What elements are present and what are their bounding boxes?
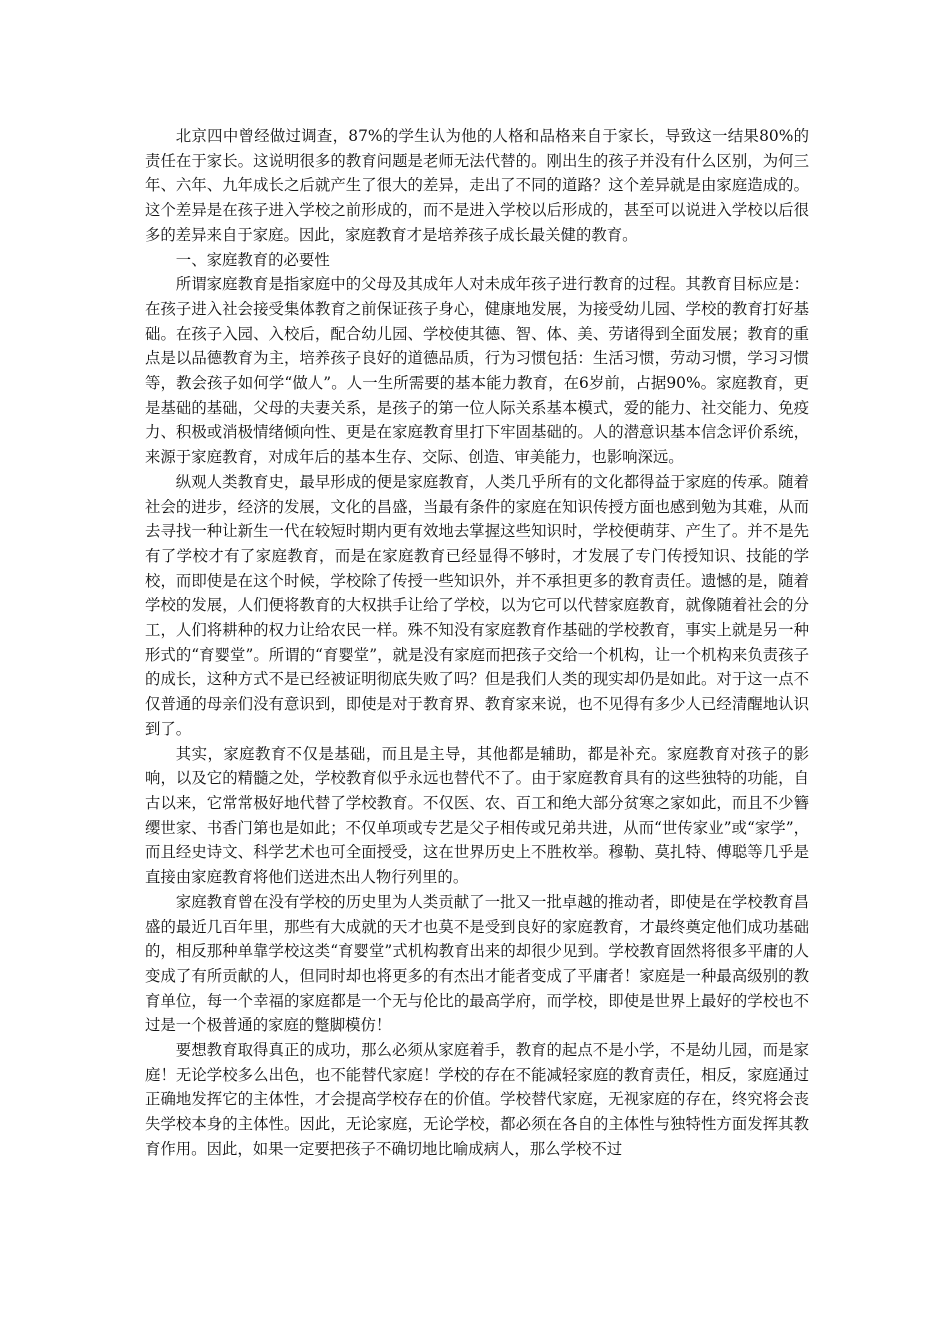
paragraph-foundation: 其实，家庭教育不仅是基础，而且是主导，其他都是辅助，都是补充。家庭教育对孩子的影响，以及它的精髓之处，学校教育似乎永远也替代不了。由于家庭教育具有的这些独特的功能，自古以来，它常常极好地代替了学校教育。不仅医、农、百工和绝大部分贫寒之家如此，而且不少簪缨世家、书香门第也是如此；不仅单项或专艺是父子相传或兄弟共进，从而“世传家业”或“家学”，而且经史诗文、科学艺术也可全面授受，这在世界历史上不胜枚举。穆勒、莫扎特、傅聪等几乎是直接由家庭教育将他们送进杰出人物行列里的。	[145, 744, 809, 887]
paragraph-contribution: 家庭教育曾在没有学校的历史里为人类贡献了一批又一批卓越的推动者，即使是在学校教育昌盛的最近几百年里，那些有大成就的天才也莫不是受到良好的家庭教育，才最终奠定他们成功基础的，相反那种单靠学校这类“育婴堂”式机构教育出来的却很少见到。学校教育固然将很多平庸的人变成了有所贡献的人，但同时却也将更多的有杰出才能者变成了平庸者！家庭是一种最高级别的教育单位，每一个幸福的家庭都是一个无与伦比的最高学府，而学校，即使是世界上最好的学校也不过是一个极普通的家庭的蹩脚模仿！	[145, 892, 809, 1035]
document-body	[145, 124, 809, 1162]
paragraph-intro: 北京四中曾经做过调查，87%的学生认为他的人格和品格来自于家长，导致这一结果80%的责任在于家长。这说明很多的教育问题是老师无法代替的。刚出生的孩子并没有什么区别，为何三年、六年、九年成长之后就产生了很大的差异，走出了不同的道路？这个差异就是由家庭造成的。这个差异是在孩子进入学校之前形成的，而不是进入学校以后形成的，甚至可以说进入学校以后很多的差异来自于家庭。因此，家庭教育才是培养孩子成长最关健的教育。	[145, 127, 809, 244]
paragraph-history: 纵观人类教育史，最早形成的便是家庭教育，人类几乎所有的文化都得益于家庭的传承。随着社会的进步，经济的发展，文化的昌盛，当最有条件的家庭在知识传授方面也感到勉为其难，从而去寻找一种让新生一代在较短时期内更有效地去掌握这些知识时，学校便萌芽、产生了。并不是先有了学校才有了家庭教育，而是在家庭教育已经显得不够时，才发展了专门传授知识、技能的学校，而即使是在这个时候，学校除了传授一些知识外，并不承担更多的教育责任。遗憾的是，随着学校的发展，人们便将教育的大权拱手让给了学校，以为它可以代替家庭教育，就像随着社会的分工，人们将耕种的权力让给农民一样。殊不知没有家庭教育作基础的学校教育，事实上就是另一种形式的“育婴堂”。所谓的“育婴堂”，就是没有家庭而把孩子交给一个机构，让一个机构来负责孩子的成长，这种方式不是已经被证明彻底失败了吗？但是我们人类的现实却仍是如此。对于这一点不仅普通的母亲们没有意识到，即使是对于教育界、教育家来说，也不见得有多少人已经清醒地认识到了。	[145, 472, 809, 738]
paragraph-definition: 所谓家庭教育是指家庭中的父母及其成年人对未成年孩子进行教育的过程。其教育目标应是：在孩子进入社会接受集体教育之前保证孩子身心，健康地发展，为接受幼儿园、学校的教育打好基础。在孩子入园、入校后，配合幼儿园、学校使其德、智、体、美、劳诸得到全面发展；教育的重点是以品德教育为主，培养孩子良好的道德品质，行为习惯包括：生活习惯，劳动习惯，学习习惯等，教会孩子如何学“做人”。人一生所需要的基本能力教育，在6岁前，占据90%。家庭教育，更是基础的基础，父母的夫妻关系，是孩子的第一位人际关系基本模式，爱的能力、社交能力、免疫力、积极或消极情绪倾向性、更是在家庭教育里打下牢固基础的。人的潜意识基本信念评价系统，来源于家庭教育，对成年后的基本生存、交际、创造、审美能力，也影响深远。	[145, 275, 809, 467]
section-heading: 一、家庭教育的必要性	[175, 250, 330, 269]
paragraph-conclusion: 要想教育取得真正的成功，那么必须从家庭着手，教育的起点不是小学，不是幼儿园，而是家庭！无论学校多么出色，也不能替代家庭！学校的存在不能减轻家庭的教育责任，相反，家庭通过正确地发挥它的主体性，才会提高学校存在的价值。学校替代家庭，无视家庭的存在，终究将会丧失学校本身的主体性。因此，无论家庭，无论学校，都必须在各自的主体性与独特性方面发挥其教育作用。因此，如果一定要把孩子不确切地比喻成病人，那么学校不过	[145, 1041, 809, 1158]
